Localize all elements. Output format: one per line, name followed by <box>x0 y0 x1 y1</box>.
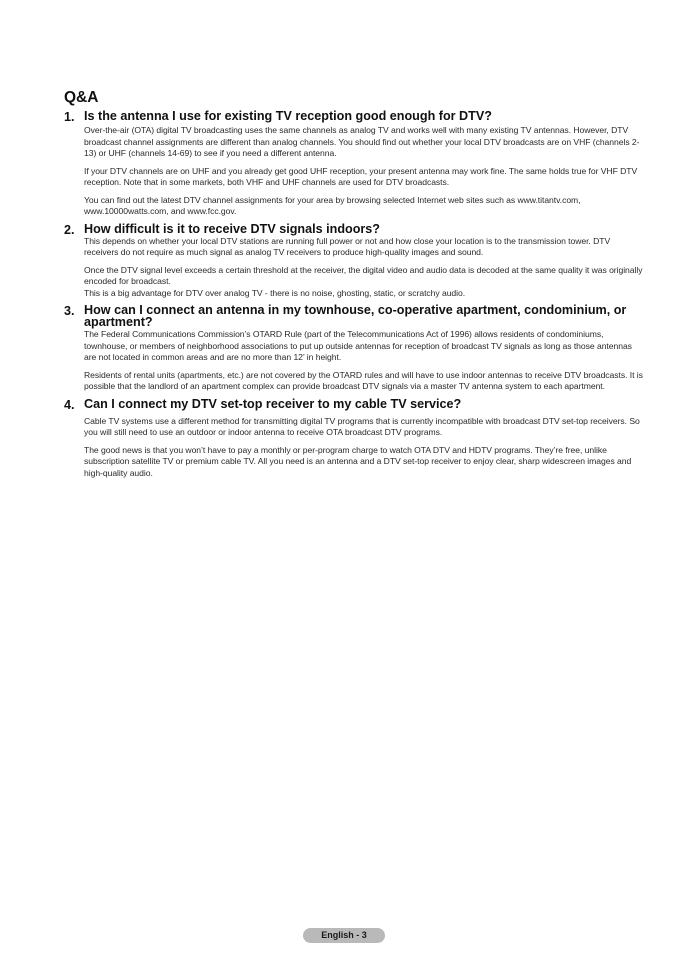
answer-paragraph: The Federal Communications Commission’s OTARD Rule (part of the Telecommunications Act of 1996) allows residents of condominiums, townhouse, or members of neighborhood associations to put up outside antennas for reception of broadcast TV signals as long as those antennas are not located in common areas and are no more than 12’ in height. <box>84 329 632 362</box>
answer-paragraph: Once the DTV signal level exceeds a certain threshold at the receiver, the digital video and audio data is decoded at the same quality it was originally encoded for broadcast. <box>84 264 643 286</box>
question-heading: How can I connect an antenna in my townhouse, co-operative apartment, condominium, or apartment? <box>84 303 627 329</box>
answer-paragraph: This is a big advantage for DTV over analog TV - there is no noise, ghosting, static, or scratchy audio. <box>84 287 466 298</box>
question-heading: How difficult is it to receive DTV signals indoors? <box>84 221 380 236</box>
question-number: 2. <box>64 222 75 237</box>
answer-paragraph: You can find out the latest DTV channel assignments for your area by browsing selected Internet web sites such as www.titantv.com, www.10000watts.com, and www.fcc.gov. <box>84 194 581 216</box>
qa-item-3 <box>64 304 644 393</box>
answer-body <box>84 416 644 480</box>
answer-paragraph: If your DTV channels are on UHF and you already get good UHF reception, your present antenna may work fine. The same holds true for VHF DTV reception. Note that in some markets, both VHF and UHF channels are used for DTV broadcasts. <box>84 165 638 187</box>
page-number-badge: English - 3 <box>303 928 385 943</box>
answer-paragraph: Residents of rental units (apartments, etc.) are not covered by the OTARD rules and will have to use indoor antennas to receive DTV broadcasts. It is possible that the landlord of an apartment complex can provide broadcast DTV signals via a master TV antenna system to each apartment. <box>84 369 643 391</box>
qa-item-4 <box>64 398 644 480</box>
qa-item-1 <box>64 110 644 218</box>
qa-list <box>64 110 644 485</box>
qa-item-2 <box>64 223 644 300</box>
question-heading: Is the antenna I use for existing TV reception good enough for DTV? <box>84 109 492 123</box>
answer-body <box>84 125 644 218</box>
answer-paragraph: Over-the-air (OTA) digital TV broadcasting uses the same channels as analog TV and works well with many existing TV antennas. However, DTV broadcast channel assignments are different than analog channels. You should find out whether your local DTV broadcasts are on VHF (channels 2-13) or UHF (channels 14-69) to see if you need a different antenna. <box>84 125 640 158</box>
question-number: 3. <box>64 304 75 318</box>
question-heading: Can I connect my DTV set-top receiver to my cable TV service? <box>84 396 462 411</box>
question-number: 1. <box>64 110 75 124</box>
answer-body <box>84 329 644 393</box>
answer-paragraph: The good news is that you won’t have to pay a monthly or per-program charge to watch OTA DTV and HDTV programs. They’re free, unlike subscription satellite TV or premium cable TV. All you need is an antenna and a DTV set-top receiver to enjoy clear, sharp widescreen images and high-quality audio. <box>84 444 632 478</box>
answer-paragraph: This depends on whether your local DTV stations are running full power or not and how close your location is to the transmission tower. DTV receivers do not require as much signal as analog TV receivers to produce high-quality images and sound. <box>84 235 611 257</box>
answer-paragraph: Cable TV systems use a different method for transmitting digital TV programs that is currently incompatible with broadcast DTV set-top receivers. So you will still need to use an outdoor or indoor antenna to receive OTA broadcast DTV programs. <box>84 415 640 437</box>
page-title: Q&A <box>64 89 99 106</box>
question-number: 4. <box>64 397 75 412</box>
answer-body <box>84 236 644 300</box>
